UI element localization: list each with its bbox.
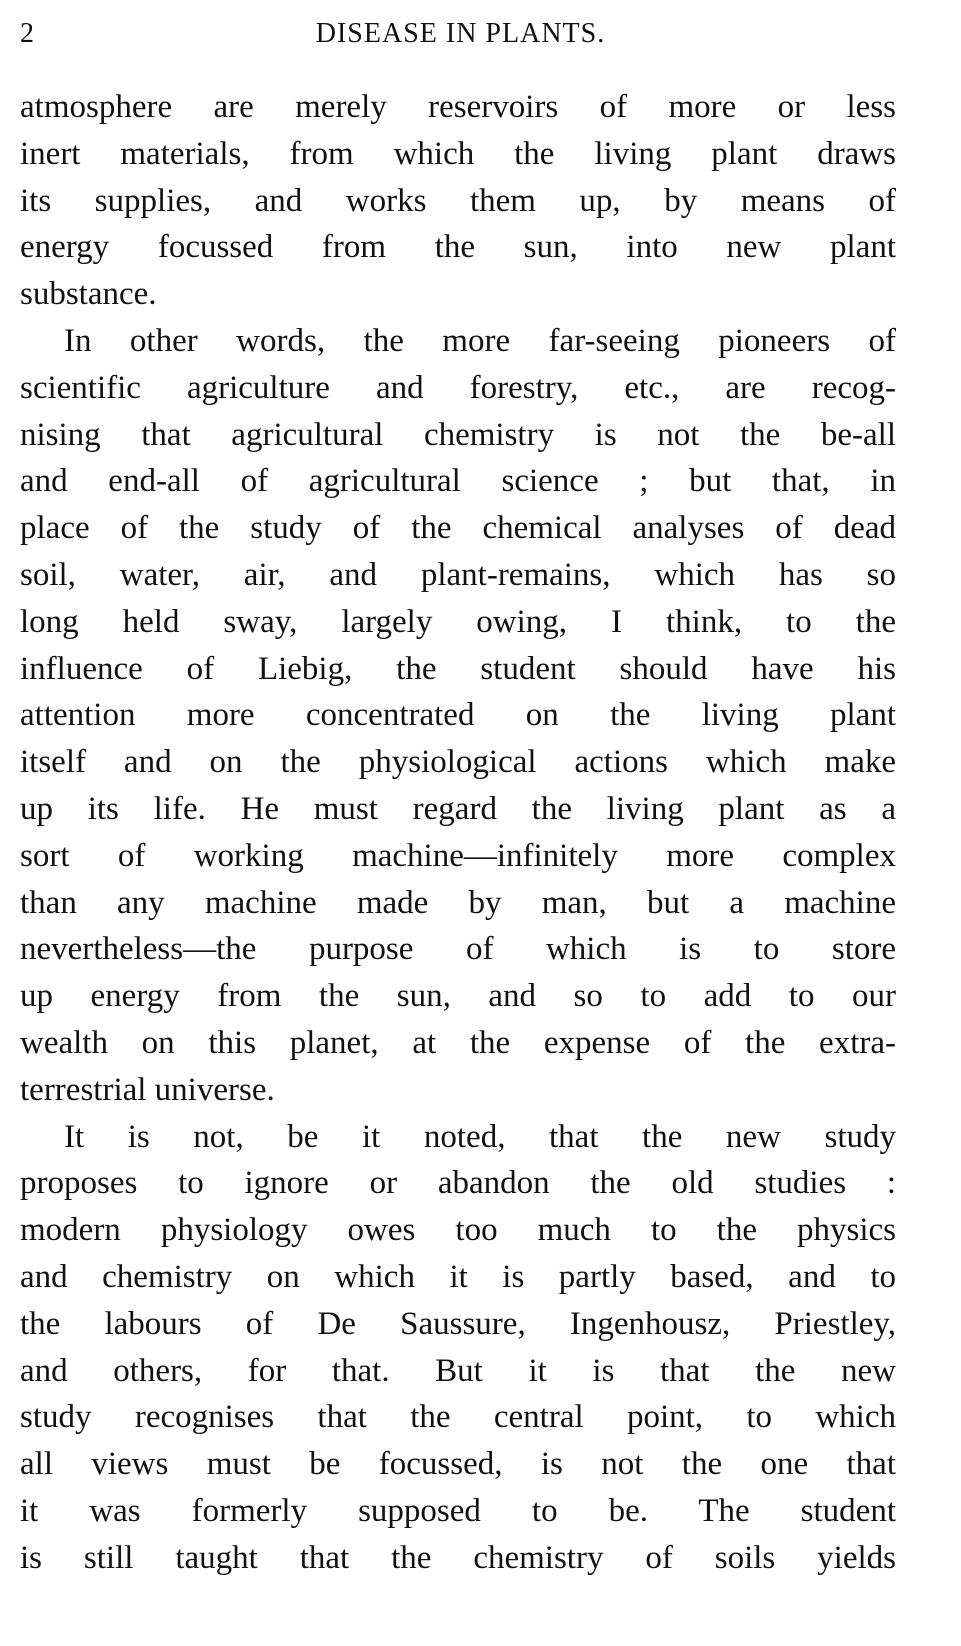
text-line: and chemistry on which it is partly based, and to: [20, 1258, 896, 1295]
text-line: all views must be focussed, is not the one that: [20, 1446, 896, 1483]
paragraph: [20, 318, 896, 1114]
text-line: soil, water, air, and plant-remains, which has so: [20, 556, 896, 593]
text-line: modern physiology owes too much to the physics: [20, 1212, 896, 1249]
text-line: and end-all of agricultural science ; but that, in: [20, 463, 896, 500]
paragraph: [20, 1114, 896, 1582]
text-line: It is not, be it noted, that the new study: [64, 1118, 896, 1155]
paragraph: [20, 84, 896, 318]
text-line: scientific agriculture and forestry, etc., are recog-: [20, 369, 896, 406]
text-line: energy focussed from the sun, into new plant: [20, 229, 896, 266]
text-line: its supplies, and works them up, by means of: [20, 182, 896, 219]
text-line: sort of working machine—infinitely more complex: [20, 837, 896, 874]
text-line: substance.: [20, 276, 157, 313]
text-line: place of the study of the chemical analyses of dead: [20, 510, 896, 547]
text-line: proposes to ignore or abandon the old studies :: [20, 1165, 896, 1202]
text-line: wealth on this planet, at the expense of the extra-: [20, 1024, 896, 1061]
body-text: [20, 84, 896, 1582]
page-number: 2: [20, 18, 35, 49]
text-line: and others, for that. But it is that the new: [20, 1352, 896, 1389]
text-line: than any machine made by man, but a machine: [20, 884, 896, 921]
text-line: In other words, the more far-seeing pioneers of: [64, 322, 896, 359]
text-line: itself and on the physiological actions which make: [20, 744, 896, 781]
text-line: the labours of De Saussure, Ingenhousz, Priestley,: [20, 1305, 896, 1342]
text-line: up energy from the sun, and so to add to our: [20, 978, 896, 1015]
text-line: it was formerly supposed to be. The student: [20, 1492, 896, 1529]
text-line: long held sway, largely owing, I think, to the: [20, 603, 896, 640]
text-line: study recognises that the central point, to which: [20, 1399, 896, 1436]
text-line: nevertheless—the purpose of which is to store: [20, 931, 896, 968]
running-head: [20, 14, 901, 54]
text-line: influence of Liebig, the student should have his: [20, 650, 896, 687]
text-line: attention more concentrated on the living plant: [20, 697, 896, 734]
text-line: nising that agricultural chemistry is not the be-all: [20, 416, 896, 453]
text-line: up its life. He must regard the living plant as a: [20, 790, 896, 827]
text-line: terrestrial universe.: [20, 1071, 275, 1108]
text-line: atmosphere are merely reservoirs of more or less: [20, 89, 896, 125]
text-line: inert materials, from which the living plant draws: [20, 135, 896, 172]
text-line: is still taught that the chemistry of soils yields: [20, 1539, 896, 1576]
running-title: DISEASE IN PLANTS.: [315, 18, 606, 49]
